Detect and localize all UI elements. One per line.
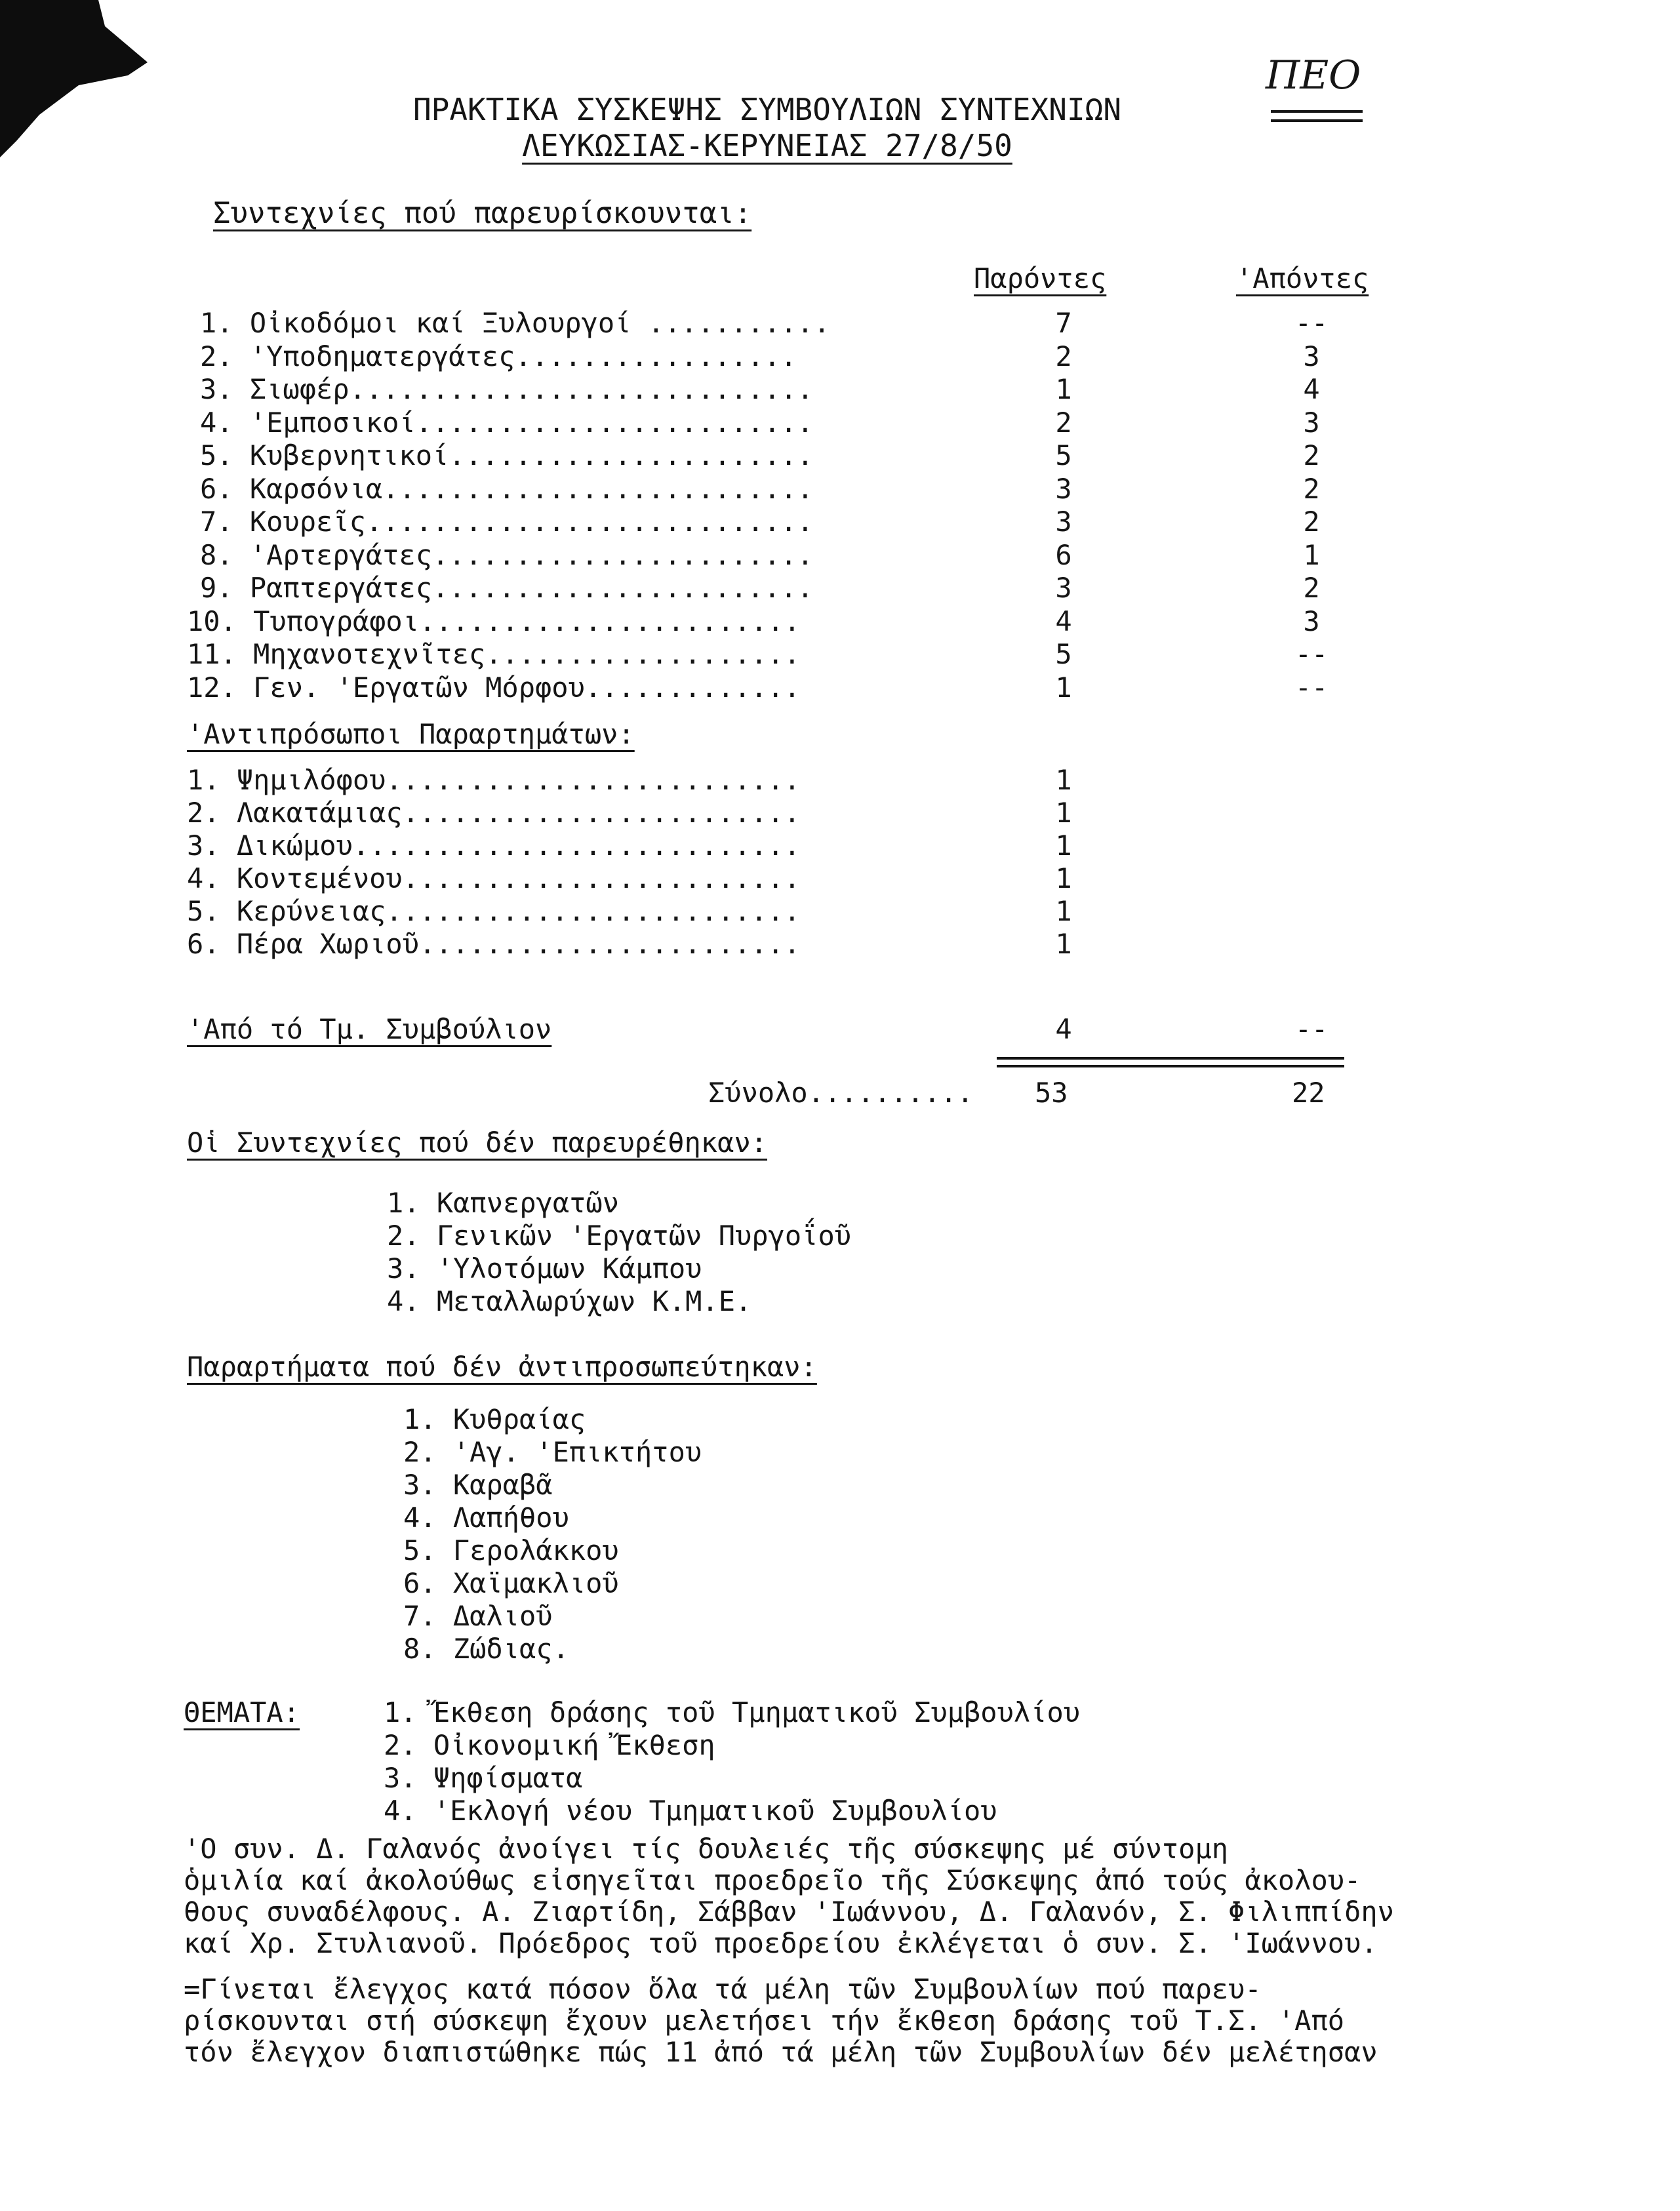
branch-row-present: 1 [1055, 829, 1072, 862]
stamp-underline [1271, 110, 1363, 113]
not-represented-item: 2. 'Αγ. 'Επικτήτου [403, 1436, 702, 1468]
not-present-item: 4. Μεταλλωρύχων Κ.Μ.Ε. [387, 1285, 752, 1317]
paragraph-line: 'Ο συν. Δ. Γαλανός ἀνοίγει τίς δουλειές τῆς σύσκεψης μέ σύντομη [184, 1833, 1229, 1865]
union-row-present: 3 [1055, 472, 1072, 505]
agenda-item: 3. Ψηφίσματα [384, 1762, 583, 1794]
union-row-absent: 1 [1303, 538, 1320, 571]
stamp [1266, 52, 1361, 98]
union-row-absent: 2 [1303, 472, 1320, 505]
not-represented-item: 6. Χαϊμακλιοῦ [403, 1567, 619, 1599]
branch-row-present: 1 [1055, 928, 1072, 960]
union-row-absent: -- [1294, 638, 1329, 670]
union-row-label: 1. Οἰκοδόμοι καί Ξυλουργοί ........... [200, 307, 830, 339]
not-present-item: 2. Γενικῶν 'Εργατῶν Πυργοΐοῦ [387, 1220, 852, 1252]
not-present-item: 1. Καπνεργατῶν [387, 1187, 620, 1219]
union-row-absent: -- [1294, 671, 1329, 704]
union-row-label: 5. Κυβερνητικοί...................... [200, 439, 814, 471]
agenda-item: 2. Οἰκονομική Ἔκθεση [384, 1729, 715, 1761]
union-row-absent: 3 [1303, 406, 1320, 439]
branch-row-present: 1 [1055, 764, 1072, 796]
union-row-present: 1 [1055, 373, 1072, 405]
union-row-absent: 2 [1303, 439, 1320, 471]
branch-row-label: 5. Κερύνειας......................... [187, 895, 801, 927]
branch-row-present: 1 [1055, 797, 1072, 829]
title-line-1: ΠΡΑΚΤΙΚΑ ΣΥΣΚΕΨΗΣ ΣΥΜΒΟΥΛΙΩΝ ΣΥΝΤΕΧΝΙΩΝ [412, 92, 1122, 127]
not-represented-item: 5. Γερολάκκου [403, 1534, 619, 1566]
col-absent-header: 'Απόντες [1236, 262, 1369, 294]
union-row-label: 3. Σιωφέρ............................ [200, 373, 814, 405]
union-row-label: 10. Τυπογράφοι....................... [187, 605, 801, 637]
council-present: 4 [1055, 1013, 1072, 1045]
paragraph-line: =Γίνεται ἔλεγχος κατά πόσον ὅλα τά μέλη τῶν Συμβουλίων πού παρευ- [184, 1973, 1262, 2005]
total-present: 53 [1035, 1077, 1068, 1109]
union-row-label: 9. Ραπτεργάτες....................... [200, 572, 814, 604]
not-present-heading: Οἱ Συντεχνίες πού δέν παρευρέθηκαν: [187, 1126, 768, 1159]
branch-row-present: 1 [1055, 895, 1072, 927]
agenda-item: 4. 'Εκλογή νέου Τμηματικοῦ Συμβουλίου [384, 1795, 997, 1827]
council-label: 'Από τό Τμ. Συμβούλιον [187, 1013, 552, 1045]
union-row-absent: 2 [1303, 506, 1320, 538]
union-row-absent: 2 [1303, 572, 1320, 604]
total-absent: 22 [1292, 1077, 1325, 1109]
union-row-present: 2 [1055, 406, 1072, 439]
title-line-2: ΛΕΥΚΩΣΙΑΣ-ΚΕΡΥΝΕΙΑΣ 27/8/50 [522, 128, 1012, 163]
union-row-label: 11. Μηχανοτεχνῖτες................... [187, 638, 801, 670]
ink-blot [0, 0, 170, 170]
agenda-label: ΘΕΜΑΤΑ: [184, 1696, 300, 1728]
union-row-present: 5 [1055, 638, 1072, 670]
total-rule [997, 1057, 1344, 1060]
branch-row-label: 1. Ψημιλόφου......................... [187, 764, 801, 796]
stamp-text: ΠΕΟ [1266, 52, 1361, 98]
not-represented-item: 8. Ζώδιας. [403, 1633, 569, 1665]
union-row-present: 3 [1055, 506, 1072, 538]
union-row-present: 3 [1055, 572, 1072, 604]
union-row-absent: -- [1294, 307, 1329, 339]
branch-row-label: 2. Λακατάμιας........................ [187, 797, 801, 829]
not-represented-item: 3. Καραβᾶ [403, 1469, 553, 1501]
council-absent: -- [1294, 1013, 1329, 1045]
union-row-label: 8. 'Αρτεργάτες....................... [200, 538, 814, 571]
union-row-label: 6. Καρσόνια.......................... [200, 472, 814, 505]
union-row-present: 5 [1055, 439, 1072, 471]
not-represented-item: 4. Λαπήθου [403, 1502, 569, 1534]
not-present-item: 3. 'Υλοτόμων Κάμπου [387, 1252, 702, 1285]
union-row-present: 6 [1055, 538, 1072, 571]
paragraph-line: ὁμιλία καί ἀκολούθως εἰσηγεῖται προεδρεῖο τῆς Σύσκεψης ἀπό τούς ἀκολου- [184, 1864, 1361, 1896]
union-row-label: 12. Γεν. 'Εργατῶν Μόρφου............. [187, 671, 801, 704]
branch-row-label: 6. Πέρα Χωριοῦ....................... [187, 928, 801, 960]
branch-row-label: 3. Δικώμου........................... [187, 829, 801, 862]
paragraph-line: τόν ἔλεγχον διαπιστώθηκε πώς 11 ἀπό τά μέλη τῶν Συμβουλίων δέν μελέτησαν [184, 2036, 1378, 2068]
col-present-header: Παρόντες [974, 262, 1107, 294]
paragraph-line: ρίσκουνται στή σύσκεψη ἔχουν μελετήσει τήν ἔκθεση δράσης τοῦ Τ.Σ. 'Από [184, 2004, 1345, 2037]
branches-heading: 'Αντιπρόσωποι Παραρτημάτων: [187, 718, 635, 750]
union-row-label: 4. 'Εμποσικοί........................ [200, 406, 814, 439]
union-row-absent: 3 [1303, 340, 1320, 372]
union-row-absent: 3 [1303, 605, 1320, 637]
union-row-present: 2 [1055, 340, 1072, 372]
agenda-item: 1. Ἔκθεση δράσης τοῦ Τμηματικοῦ Συμβουλίου [384, 1696, 1081, 1728]
present-heading: Συντεχνίες πού παρευρίσκουνται: [213, 197, 752, 230]
branch-row-present: 1 [1055, 862, 1072, 894]
union-row-label: 2. 'Υποδηματεργάτες................. [200, 340, 797, 372]
not-represented-heading: Παραρτήματα πού δέν ἀντιπροσωπεύτηκαν: [187, 1351, 817, 1383]
branch-row-label: 4. Κοντεμένου........................ [187, 862, 801, 894]
union-row-absent: 4 [1303, 373, 1320, 405]
union-row-label: 7. Κουρεῖς........................... [200, 506, 814, 538]
not-represented-item: 7. Δαλιοῦ [403, 1600, 553, 1632]
stamp-underline [1271, 119, 1363, 122]
union-row-present: 7 [1055, 307, 1072, 339]
paragraph-line: καί Χρ. Στυλιανοῦ. Πρόεδρος τοῦ προεδρείου ἐκλέγεται ὁ συν. Σ. 'Ιωάννου. [184, 1927, 1378, 1959]
union-row-present: 1 [1055, 671, 1072, 704]
total-rule [997, 1065, 1344, 1067]
total-label: Σύνολο.......... [708, 1077, 974, 1109]
not-represented-item: 1. Κυθραίας [403, 1403, 586, 1435]
paragraph-line: θους συναδέλφους. Α. Ζιαρτίδη, Σάββαν 'Ιωάννου, Δ. Γαλανόν, Σ. Φιλιππίδην [184, 1896, 1394, 1928]
union-row-present: 4 [1055, 605, 1072, 637]
